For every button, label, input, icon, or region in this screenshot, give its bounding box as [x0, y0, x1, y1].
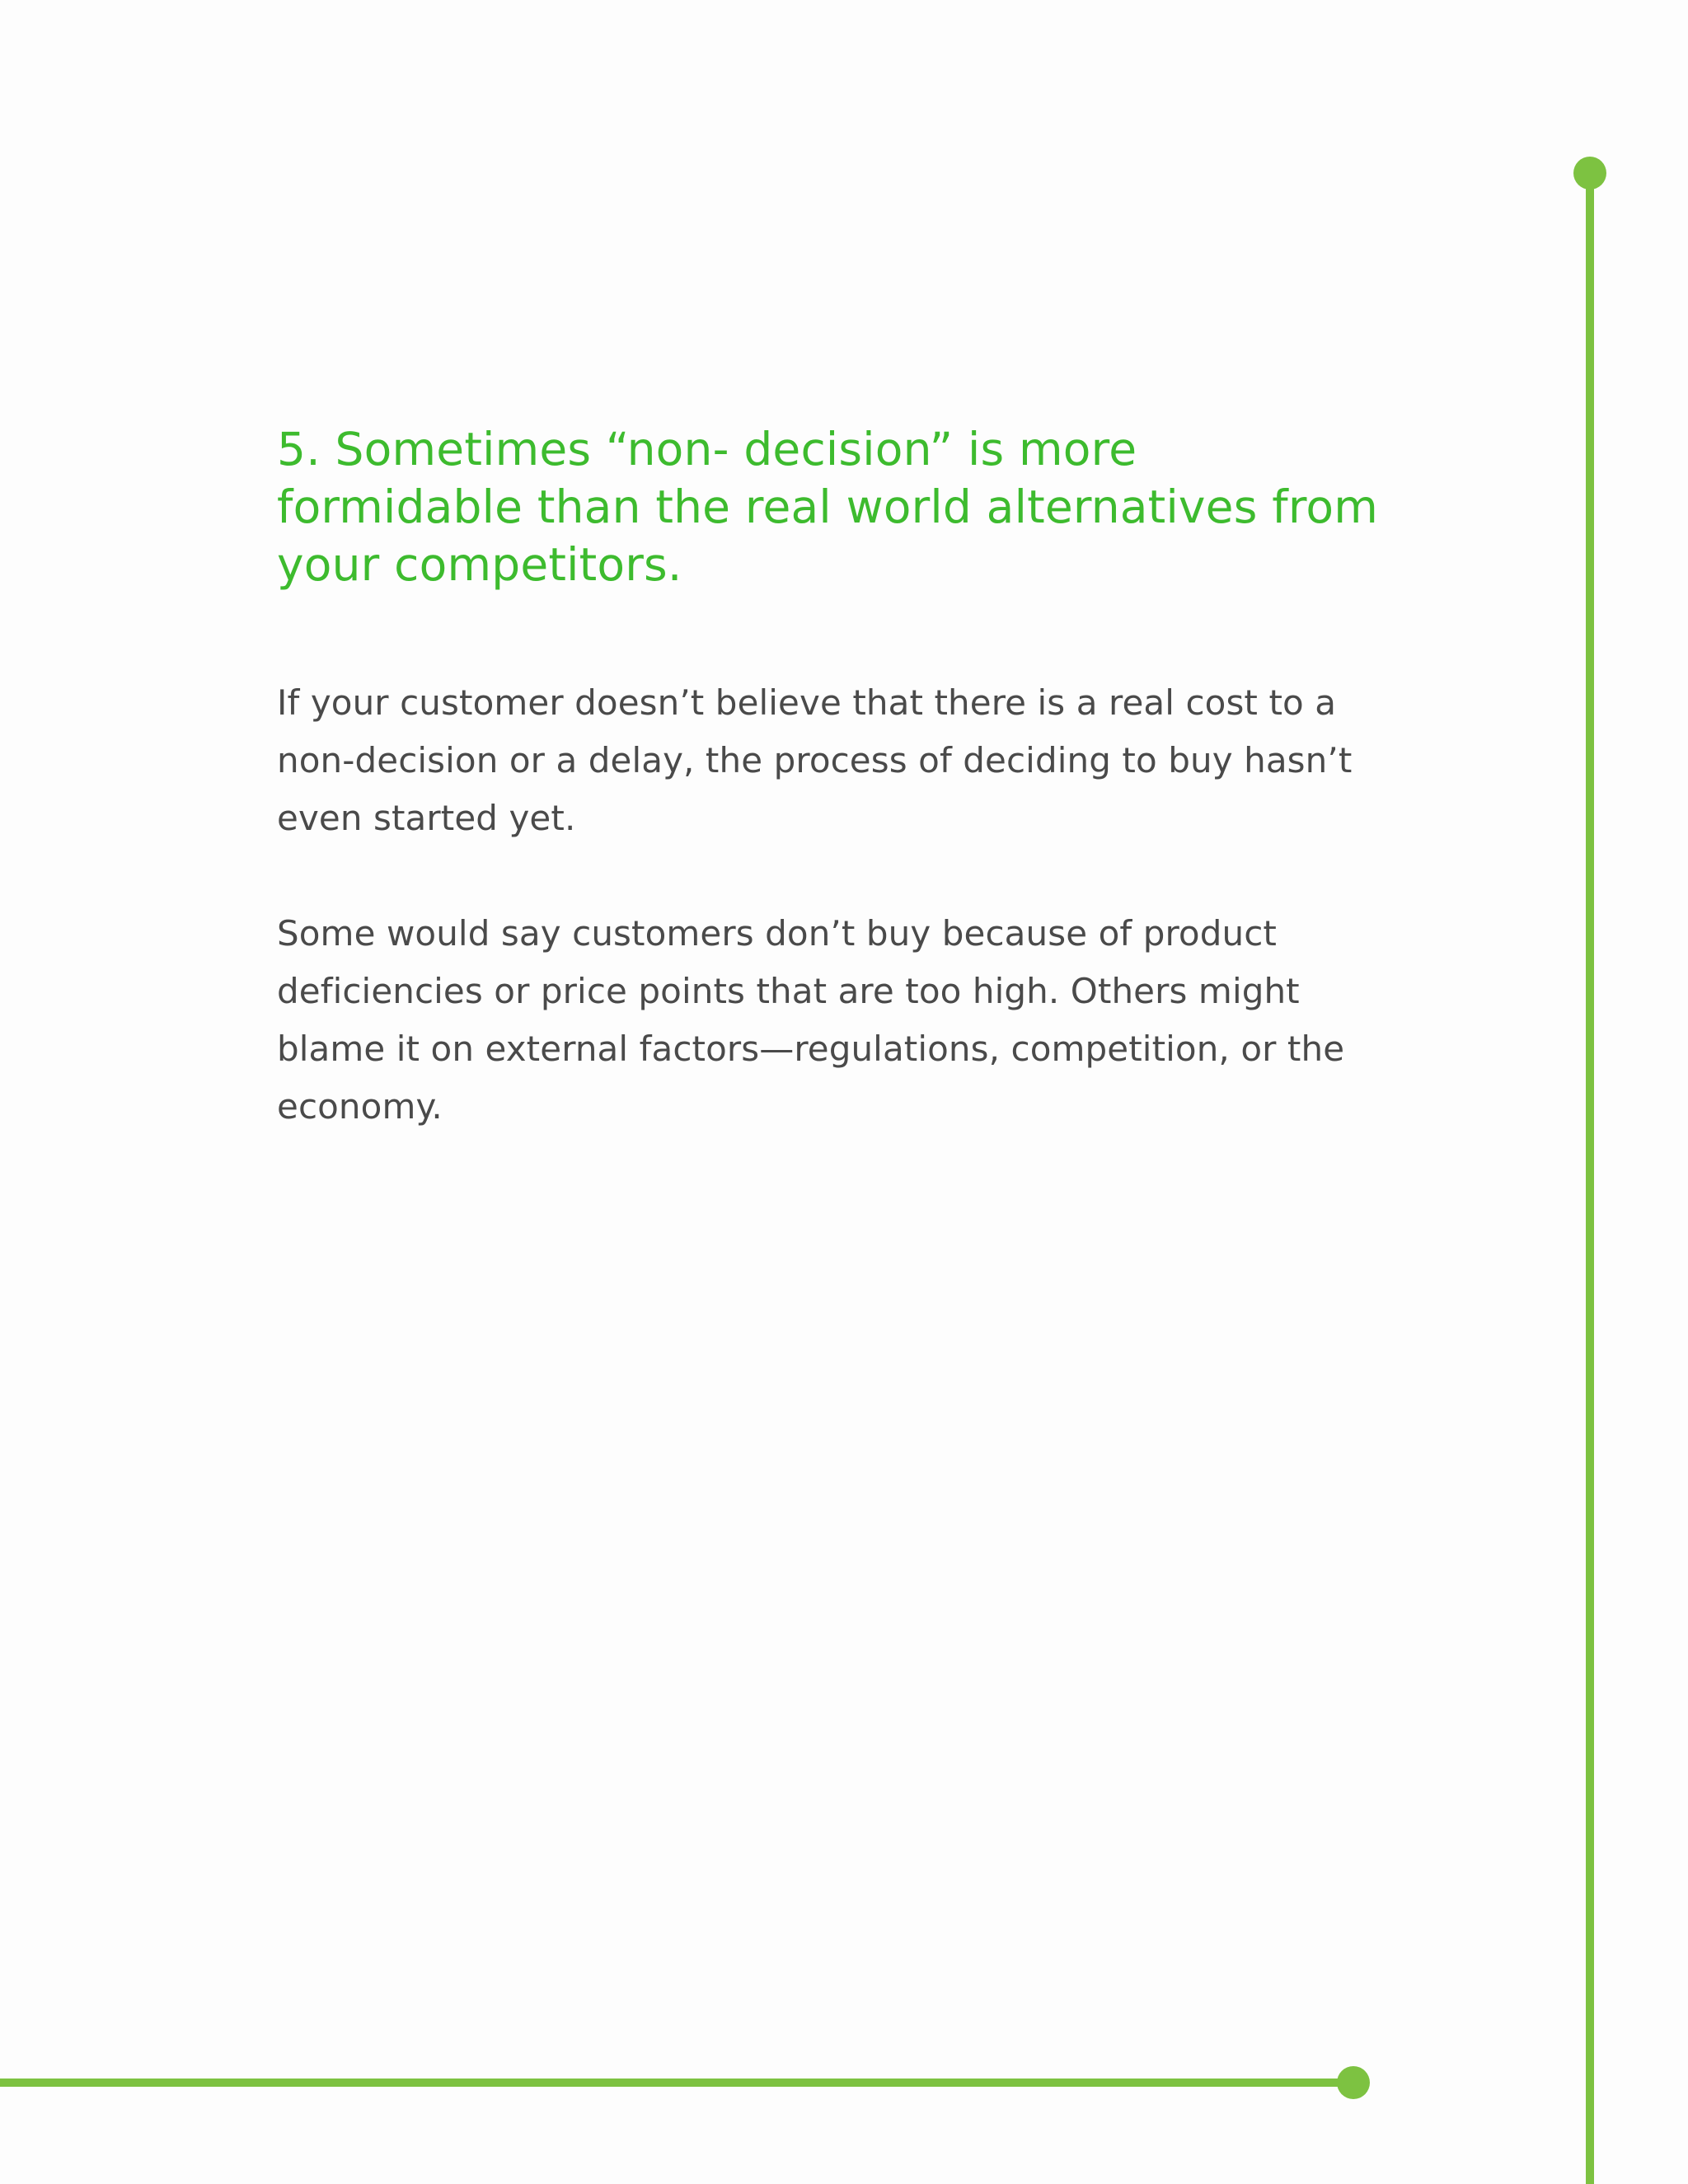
paragraph-1: If your customer doesn’t believe that there is a real cost to a non-decision or a delay, the process of deciding to buy hasn’t even started yet. — [277, 682, 1353, 838]
decorative-vertical-line — [1586, 173, 1594, 2184]
decorative-dot-bottom — [1337, 2066, 1370, 2099]
decorative-dot-top — [1573, 157, 1606, 190]
decorative-horizontal-line — [0, 2079, 1352, 2087]
paragraph-2: Some would say customers don’t buy because of product deficiencies or price points that are too high. Others might blame it on external factors—regulations, competition, or the economy. — [277, 913, 1345, 1127]
content-block — [277, 420, 1381, 1193]
section-heading: 5. Sometimes “non- decision” is more formidable than the real world alternatives from your competitors. — [277, 423, 1379, 591]
